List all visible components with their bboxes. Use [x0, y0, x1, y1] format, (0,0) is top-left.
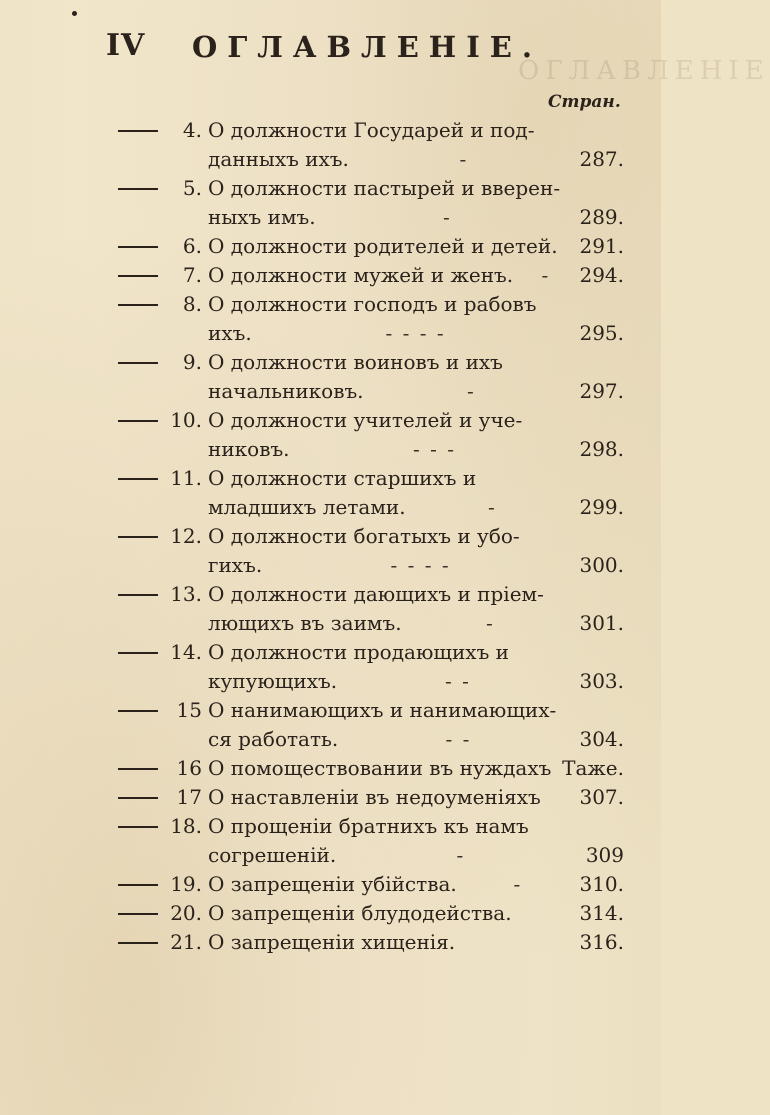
- entry-dash: [118, 768, 158, 770]
- toc-entry: [112, 638, 632, 696]
- entry-leader: -: [488, 495, 497, 519]
- toc-entry: [112, 754, 632, 783]
- bleed-through-text: ОГЛАВЛЕНІЕ: [518, 56, 770, 86]
- entry-number: 7.: [182, 263, 202, 287]
- entry-leader: - - -: [413, 437, 456, 461]
- toc-entry: [112, 928, 632, 957]
- entry-title-line: О должности господъ и рабовъ: [208, 292, 537, 316]
- entry-leader: -: [486, 611, 495, 635]
- toc-entry: [112, 870, 632, 899]
- page-column-label: Стран.: [548, 92, 621, 112]
- toc-entry: [112, 696, 632, 754]
- toc-entry: [112, 783, 632, 812]
- entry-leader: - - - -: [385, 321, 446, 345]
- toc-line: [112, 812, 632, 841]
- entry-number: 12.: [170, 524, 202, 548]
- entry-title-line: О должности старшихъ и: [208, 466, 477, 490]
- toc-entry: [112, 580, 632, 638]
- toc-line: [112, 493, 632, 522]
- entry-dash: [118, 913, 158, 915]
- toc-line: [112, 116, 632, 145]
- entry-page-number: 303.: [579, 669, 624, 693]
- toc-line: [112, 551, 632, 580]
- entry-page-number: 297.: [579, 379, 624, 403]
- entry-title-line: О должности родителей и детей.: [208, 234, 558, 258]
- ink-spot: [72, 11, 77, 16]
- toc-line: [112, 290, 632, 319]
- entry-page-number: 310.: [579, 872, 624, 896]
- toc-entry: [112, 232, 632, 261]
- entry-number: 15: [176, 698, 202, 722]
- entry-title-line: О должности мужей и женъ.: [208, 263, 514, 287]
- entry-title-line: данныхъ ихъ.: [208, 147, 349, 171]
- entry-number: 8.: [182, 292, 202, 316]
- toc-line: [112, 406, 632, 435]
- entry-number: 11.: [170, 466, 202, 490]
- entry-title-line: О должности учителей и уче-: [208, 408, 523, 432]
- entry-title-line: О прощеніи братнихъ къ намъ: [208, 814, 529, 838]
- entry-dash: [118, 710, 158, 712]
- toc-line: [112, 464, 632, 493]
- entry-title-line: О должности пастырей и вверен-: [208, 176, 561, 200]
- entry-title-line: О должности богатыхъ и убо-: [208, 524, 520, 548]
- toc-entry: [112, 406, 632, 464]
- toc-entry: [112, 290, 632, 348]
- entry-dash: [118, 130, 158, 132]
- toc-entry: [112, 464, 632, 522]
- entry-number: 20.: [170, 901, 202, 925]
- entry-leader: -: [467, 379, 476, 403]
- entry-dash: [118, 275, 158, 277]
- entry-page-number: 314.: [579, 901, 624, 925]
- entry-title-line: О нанимающихъ и нанимающих-: [208, 698, 557, 722]
- entry-page-number: 304.: [579, 727, 624, 751]
- entry-number: 4.: [182, 118, 202, 142]
- toc-line: [112, 348, 632, 377]
- entry-page-number: Таже.: [562, 756, 624, 780]
- toc-line: [112, 725, 632, 754]
- toc-entry: [112, 348, 632, 406]
- entry-page-number: 309: [585, 843, 624, 867]
- page-header: [106, 28, 626, 72]
- toc-line: [112, 696, 632, 725]
- entry-title-line: никовъ.: [208, 437, 290, 461]
- page-number: IV: [106, 28, 146, 63]
- entry-title-line: гихъ.: [208, 553, 263, 577]
- entry-number: 13.: [170, 582, 202, 606]
- entry-dash: [118, 420, 158, 422]
- entry-title-line: ся работать.: [208, 727, 339, 751]
- entry-dash: [118, 304, 158, 306]
- entry-dash: [118, 594, 158, 596]
- entry-number: 21.: [170, 930, 202, 954]
- entry-number: 18.: [170, 814, 202, 838]
- entry-page-number: 287.: [579, 147, 624, 171]
- toc-line: [112, 435, 632, 464]
- toc-line: [112, 580, 632, 609]
- entry-title-line: младшихъ летами.: [208, 495, 406, 519]
- entry-title-line: согрешеній.: [208, 843, 337, 867]
- toc-line: [112, 203, 632, 232]
- entry-dash: [118, 884, 158, 886]
- toc-line: [112, 870, 632, 899]
- entry-number: 6.: [182, 234, 202, 258]
- toc-line: [112, 174, 632, 203]
- entry-number: 5.: [182, 176, 202, 200]
- page-title: ОГЛАВЛЕНІЕ.: [192, 30, 542, 64]
- entry-dash: [118, 652, 158, 654]
- toc-entry: [112, 261, 632, 290]
- entry-title-line: купующихъ.: [208, 669, 338, 693]
- entry-title-line: О должности продающихъ и: [208, 640, 509, 664]
- entry-leader: -: [541, 263, 551, 287]
- entry-title-line: ныхъ имъ.: [208, 205, 316, 229]
- entry-page-number: 299.: [579, 495, 624, 519]
- entry-dash: [118, 188, 158, 190]
- toc-entry: [112, 899, 632, 928]
- toc-entry: [112, 174, 632, 232]
- entry-leader: - - - -: [390, 553, 451, 577]
- entry-page-number: 301.: [579, 611, 624, 635]
- entry-title-line: О наставленіи въ недоуменіяхъ: [208, 785, 541, 809]
- entry-leader: -: [443, 205, 452, 229]
- entry-title-line: О должности дающихъ и пріем-: [208, 582, 544, 606]
- entry-dash: [118, 478, 158, 480]
- toc-entry: [112, 116, 632, 174]
- entry-dash: [118, 942, 158, 944]
- entry-title-line: О запрещеніи убійства.: [208, 872, 457, 896]
- entry-number: 16: [176, 756, 202, 780]
- entry-leader: -: [459, 147, 469, 171]
- entry-page-number: 289.: [579, 205, 624, 229]
- toc-line: [112, 261, 632, 290]
- entry-leader: - -: [445, 727, 472, 751]
- entry-page-number: 298.: [579, 437, 624, 461]
- toc-line: [112, 522, 632, 551]
- entry-number: 17: [176, 785, 202, 809]
- toc-line: [112, 928, 632, 957]
- entry-dash: [118, 246, 158, 248]
- entry-title-line: О запрещеніи блудодейства.: [208, 901, 512, 925]
- entry-page-number: 316.: [579, 930, 624, 954]
- entry-dash: [118, 536, 158, 538]
- entry-leader: - -: [445, 669, 471, 693]
- toc-entry: [112, 812, 632, 870]
- entry-title-line: лющихъ въ заимъ.: [208, 611, 402, 635]
- entry-dash: [118, 797, 158, 799]
- entry-number: 9.: [182, 350, 202, 374]
- entry-number: 10.: [170, 408, 202, 432]
- toc-line: [112, 841, 632, 870]
- entry-title-line: начальниковъ.: [208, 379, 364, 403]
- toc-line: [112, 667, 632, 696]
- entry-dash: [118, 826, 158, 828]
- toc-line: [112, 232, 632, 261]
- toc-line: [112, 899, 632, 928]
- toc-line: [112, 638, 632, 667]
- entry-page-number: 295.: [579, 321, 624, 345]
- entry-title-line: О запрещеніи хищенія.: [208, 930, 456, 954]
- toc-line: [112, 609, 632, 638]
- table-of-contents: [112, 116, 632, 957]
- toc-line: [112, 145, 632, 174]
- entry-dash: [118, 362, 158, 364]
- entry-leader: -: [513, 872, 523, 896]
- toc-entry: [112, 522, 632, 580]
- entry-number: 19.: [170, 872, 202, 896]
- toc-line: [112, 783, 632, 812]
- entry-leader: -: [456, 843, 466, 867]
- entry-page-number: 294.: [579, 263, 624, 287]
- toc-line: [112, 319, 632, 348]
- entry-title-line: О должности воиновъ и ихъ: [208, 350, 503, 374]
- entry-page-number: 291.: [579, 234, 624, 258]
- entry-title-line: О помоществовании въ нуждахъ: [208, 756, 552, 780]
- entry-page-number: 307.: [579, 785, 624, 809]
- entry-title-line: ихъ.: [208, 321, 252, 345]
- toc-line: [112, 754, 632, 783]
- entry-number: 14.: [170, 640, 202, 664]
- entry-title-line: О должности Государей и под-: [208, 118, 535, 142]
- toc-line: [112, 377, 632, 406]
- entry-page-number: 300.: [579, 553, 624, 577]
